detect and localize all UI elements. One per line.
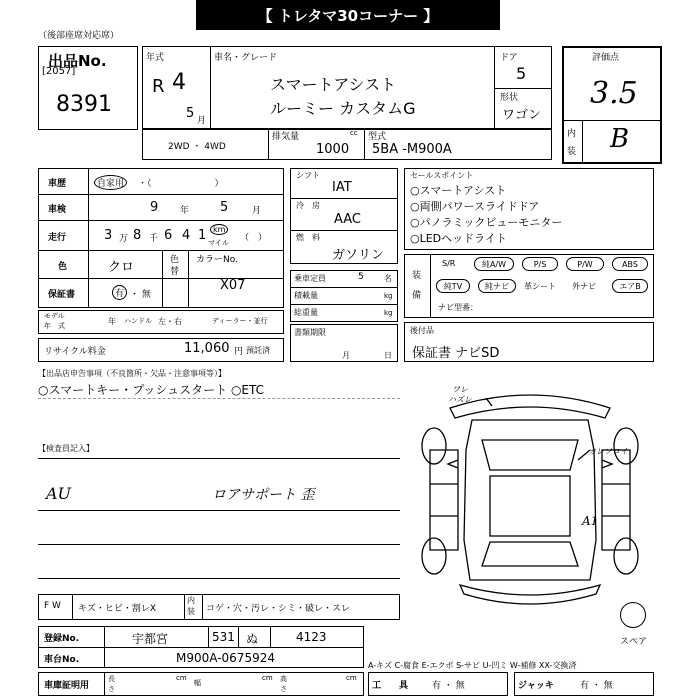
chassis-value: M900A-0675924 xyxy=(176,651,275,665)
color-code-label: カラーNo. xyxy=(196,255,238,265)
equip-airbag: エアB xyxy=(612,279,648,293)
chassis-label: 車台No. xyxy=(44,655,80,665)
top-note: （後部座席対応席） xyxy=(38,31,120,41)
plate-class: 531 xyxy=(212,630,235,644)
load-label: 積載量 xyxy=(294,291,318,300)
cert-length-label: 長さ xyxy=(108,675,115,693)
load-unit: kg xyxy=(384,292,393,300)
capacity-unit: 名 xyxy=(384,274,392,283)
shape-value: ワゴン xyxy=(502,108,542,123)
fw-interior-text: コゲ・穴・汚レ・シミ・破レ・スレ xyxy=(206,604,351,614)
car-damage-diagram xyxy=(410,380,650,620)
car-grade-2: ルーミー カスタムG xyxy=(270,99,416,118)
model-label: 型式 xyxy=(368,132,387,142)
color-code: X07 xyxy=(220,278,246,293)
spare-label: スペア xyxy=(620,637,648,647)
repaint-label-1: 色 xyxy=(170,255,180,265)
mileage-d5: 1 xyxy=(198,228,207,243)
plate-label: 登録No. xyxy=(44,634,80,644)
color-label: 色 xyxy=(58,262,68,272)
sales-point-4: ○LEDヘッドライト xyxy=(410,232,507,245)
fw-interior-1: 内 xyxy=(187,596,195,605)
inspection-year: 9 xyxy=(150,200,159,215)
mileage-u1: 万 xyxy=(119,234,129,244)
seller-notes-label: 【出品店申告事項（不良箇所・欠品・注意事項等）】 xyxy=(38,369,226,378)
equip-abs: ABS xyxy=(612,257,648,271)
jack-label: ジャッキ xyxy=(518,681,554,691)
fw-text: キズ・ヒビ・割レX xyxy=(78,604,156,614)
equip-alloy: 純A/W xyxy=(474,257,514,271)
equip-tv: 純TV xyxy=(436,279,470,293)
history-label: 車歴 xyxy=(48,179,67,189)
plate-kana: ぬ xyxy=(246,632,259,646)
tools-label: 工 具 xyxy=(372,681,409,691)
navi-model: ナビ型番： xyxy=(438,303,478,312)
weight-unit: kg xyxy=(384,309,393,317)
equip-leather: 革シート xyxy=(524,282,556,291)
afterparts-value: 保証書 ナビSD xyxy=(412,346,500,361)
car-label: 車名・グレード xyxy=(214,53,278,63)
shift-label: シフト xyxy=(296,171,320,180)
inspector-note-lower-support: ロアサポート 歪 xyxy=(212,487,315,503)
sales-point-1: ○スマートアシスト xyxy=(410,184,507,197)
equip-sr: S/R xyxy=(442,259,456,268)
inspector-label: 【検査員記入】 xyxy=(38,444,94,453)
year-era: R xyxy=(152,76,165,97)
history-rest: ・（ ） xyxy=(138,179,224,189)
page-title: 【 トレタマ30コーナー 】 xyxy=(257,7,439,25)
year-num: 4 xyxy=(172,70,186,95)
mileage-d2: 8 xyxy=(133,228,142,243)
sales-points-label: セールスポイント xyxy=(410,171,474,180)
cert-width-label: 幅 xyxy=(194,679,201,687)
inspector-note-au: AU xyxy=(46,484,72,503)
inspection-month-unit: 月 xyxy=(252,206,262,216)
ac-value: AAC xyxy=(334,212,361,227)
cert-width-unit: cm xyxy=(262,674,273,682)
ac-label: 冷 房 xyxy=(296,201,320,210)
plate-number: 4123 xyxy=(296,630,327,644)
cert-height-label: 高さ xyxy=(280,675,287,693)
model-change-handle: ハンドル xyxy=(124,317,152,325)
warranty-label: 保証書 xyxy=(48,290,76,300)
docs-day: 日 xyxy=(384,351,392,360)
year-label: 年式 xyxy=(146,53,165,63)
weight-label: 総重量 xyxy=(294,308,318,317)
car-grade-1: スマートアシスト xyxy=(270,75,397,94)
displacement-unit: cc xyxy=(350,129,358,137)
year-month: 5 xyxy=(186,106,195,121)
equip-ext-navi: 外ナビ xyxy=(572,282,596,291)
interior-label-1: 内 xyxy=(567,129,577,139)
mileage-d1: 3 xyxy=(104,228,113,243)
equip-ps: P/S xyxy=(522,257,558,271)
diagram-note-karesoroi: カレソロイ xyxy=(588,447,628,456)
mileage-d4: 4 xyxy=(182,228,191,243)
seller-notes-value: ○スマートキー・プッシュスタート ○ETC xyxy=(38,383,265,397)
model-value: 5BA -M900A xyxy=(372,142,452,157)
shift-value: IAT xyxy=(332,180,352,195)
mileage-d3: 6 xyxy=(164,228,173,243)
drive-type: 2WD ・ 4WD xyxy=(168,142,226,152)
recycle-deposit: 預託済 xyxy=(246,346,270,355)
cert-length-unit: cm xyxy=(176,674,187,682)
mileage-u2: 千 xyxy=(149,234,159,244)
cert-label: 車庫証明用 xyxy=(44,681,90,691)
mileage-paren: （ ） xyxy=(240,233,268,243)
diagram-note-a1: A1 xyxy=(582,514,599,528)
docs-label: 書類期限 xyxy=(294,328,326,337)
displacement-label: 排気量 xyxy=(272,132,300,142)
equip-pw: P/W xyxy=(566,257,604,271)
capacity-value: 5 xyxy=(358,272,364,282)
inspection-year-unit: 年 xyxy=(180,206,190,216)
fw-label: F W xyxy=(44,601,61,611)
spare-tire-icon xyxy=(620,602,646,628)
docs-month: 月 xyxy=(342,351,350,360)
recycle-value: 11,060 xyxy=(184,341,230,356)
mileage-km: km xyxy=(210,224,228,235)
tools-value: 有 ・ 無 xyxy=(432,681,465,691)
model-change-lr: 左・右 xyxy=(158,317,182,326)
interior-label-2: 装 xyxy=(567,147,577,157)
diagram-note-ware: ワレ xyxy=(452,385,468,394)
equipment-label-1: 装 xyxy=(412,271,422,281)
history-value: 自家用 xyxy=(94,175,127,190)
fw-interior-2: 装 xyxy=(187,607,195,616)
model-change-year-unit: 年 xyxy=(108,317,116,326)
cert-height-unit: cm xyxy=(346,674,357,682)
fuel-label: 燃 料 xyxy=(296,233,320,242)
afterparts-label: 後付品 xyxy=(410,326,434,335)
model-change-label-2: 年 式 xyxy=(44,322,65,330)
doors-value: 5 xyxy=(516,64,527,83)
model-change-label-1: モデル xyxy=(44,312,65,320)
lot-number: 8391 xyxy=(56,92,112,117)
diagram-note-hazure: ハズレ xyxy=(448,395,472,404)
model-change-dealer: ディーラー・並行 xyxy=(212,317,268,325)
jack-value: 有 ・ 無 xyxy=(580,681,613,691)
damage-legend: A-キズ C-腐食 E-エクボ S-サビ U-凹ミ W-補修 XX-交換済 xyxy=(368,661,577,670)
plate-city: 宇都宮 xyxy=(132,632,169,646)
fuel-value: ガソリン xyxy=(332,248,385,263)
inspection-label: 車検 xyxy=(48,205,67,215)
shape-label: 形状 xyxy=(500,93,519,103)
year-month-unit: 月 xyxy=(197,116,207,126)
lot-label: 出品No. xyxy=(48,52,107,70)
color-value: クロ xyxy=(108,260,135,275)
lot-sub: [2057] xyxy=(42,66,76,77)
sales-point-3: ○パノラミックビューモニター xyxy=(410,216,563,229)
score-label: 評価点 xyxy=(592,53,620,63)
mileage-label: 走行 xyxy=(48,233,67,243)
mileage-mile: マイル xyxy=(208,239,229,247)
sales-point-2: ○両側パワースライドドア xyxy=(410,200,540,213)
equip-navi: 純ナビ xyxy=(478,279,516,293)
recycle-unit: 円 xyxy=(234,347,244,357)
warranty-yes: 有 xyxy=(112,285,127,300)
inspection-month: 5 xyxy=(220,200,229,215)
capacity-label: 乗車定員 xyxy=(294,274,326,283)
recycle-label: リサイクル料金 xyxy=(44,347,106,357)
score-value: 3.5 xyxy=(590,76,638,111)
interior-value: B xyxy=(610,124,630,154)
warranty-no: ・ 無 xyxy=(130,290,151,300)
displacement-value: 1000 xyxy=(316,142,350,157)
equipment-label-2: 備 xyxy=(412,291,422,301)
repaint-label-2: 替 xyxy=(170,267,180,277)
doors-label: ドア xyxy=(500,53,518,63)
